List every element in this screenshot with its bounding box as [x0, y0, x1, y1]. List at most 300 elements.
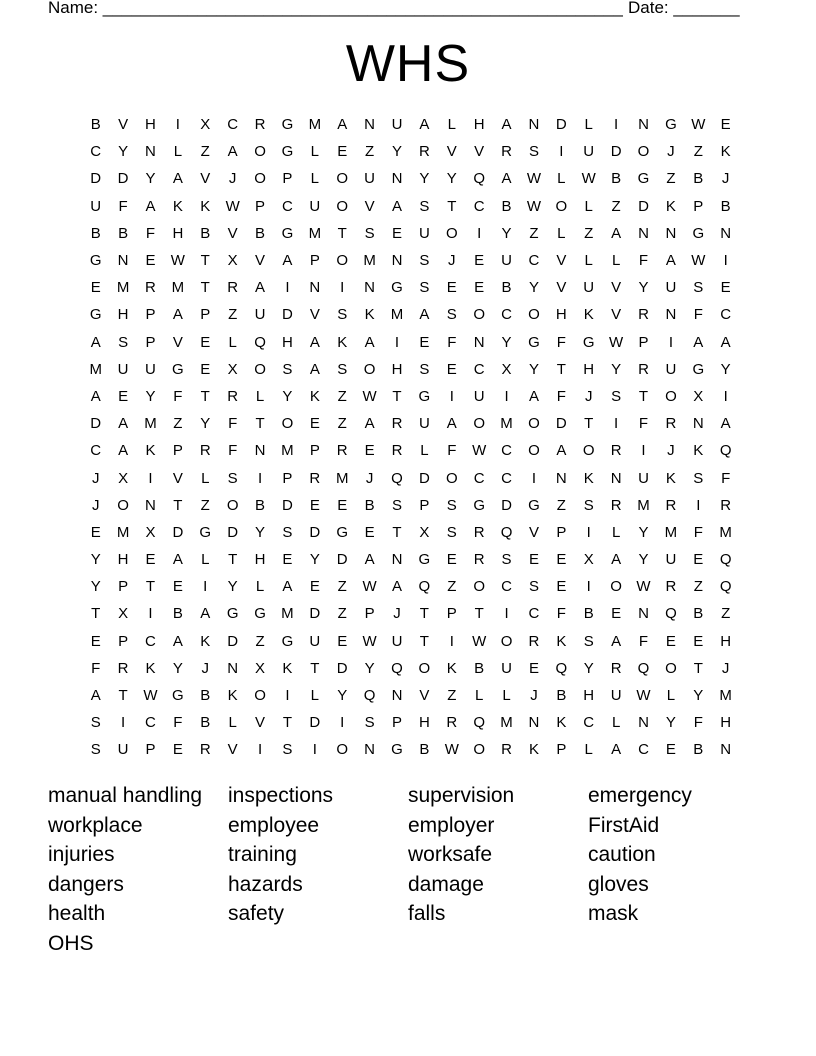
grid-letter[interactable]: V	[556, 252, 567, 270]
grid-letter[interactable]: S	[282, 741, 293, 759]
grid-letter[interactable]: F	[638, 415, 649, 433]
grid-letter[interactable]: L	[611, 252, 621, 270]
grid-letter[interactable]: V	[364, 197, 375, 215]
grid-letter[interactable]: F	[145, 224, 156, 242]
grid-letter[interactable]: G	[172, 360, 184, 378]
grid-letter[interactable]: W	[609, 333, 624, 351]
grid-letter[interactable]: V	[528, 523, 539, 541]
grid-letter[interactable]: I	[340, 714, 345, 732]
grid-letter[interactable]: I	[531, 469, 537, 487]
grid-letter[interactable]: R	[391, 442, 403, 460]
grid-letter[interactable]: B	[693, 605, 704, 623]
grid-letter[interactable]: U	[583, 143, 595, 161]
grid-letter[interactable]: Z	[447, 578, 457, 596]
name-field-label[interactable]: Name: _______________________________________________________	[48, 0, 623, 17]
grid-letter[interactable]: Z	[611, 197, 621, 215]
grid-letter[interactable]: D	[555, 415, 567, 433]
grid-letter[interactable]: U	[117, 360, 129, 378]
grid-letter[interactable]: P	[638, 333, 649, 351]
grid-letter[interactable]: O	[226, 496, 239, 514]
grid-letter[interactable]: O	[336, 170, 349, 188]
grid-letter[interactable]: T	[474, 605, 484, 623]
grid-letter[interactable]: F	[118, 197, 128, 215]
grid-letter[interactable]: N	[638, 116, 649, 134]
grid-letter[interactable]: W	[362, 632, 377, 650]
grid-letter[interactable]: U	[583, 279, 595, 297]
grid-letter[interactable]: Z	[228, 306, 238, 324]
grid-letter[interactable]: D	[501, 496, 512, 514]
grid-letter[interactable]: W	[526, 197, 542, 215]
grid-letter[interactable]: E	[364, 442, 375, 460]
grid-letter[interactable]: E	[665, 741, 676, 759]
grid-letter[interactable]: G	[582, 333, 595, 351]
grid-letter[interactable]: O	[281, 415, 294, 433]
grid-letter[interactable]: N	[391, 551, 403, 569]
grid-letter[interactable]: S	[391, 496, 402, 514]
grid-letter[interactable]: H	[555, 306, 567, 324]
grid-letter[interactable]: N	[692, 415, 704, 433]
grid-letter[interactable]: P	[446, 605, 457, 623]
grid-letter[interactable]: Q	[719, 578, 732, 596]
grid-letter[interactable]: B	[172, 605, 183, 623]
grid-letter[interactable]: Y	[638, 551, 649, 569]
grid-letter[interactable]: D	[418, 469, 430, 487]
grid-letter[interactable]: I	[696, 496, 701, 514]
grid-letter[interactable]: R	[501, 741, 512, 759]
grid-letter[interactable]: E	[474, 252, 485, 270]
grid-letter[interactable]: R	[665, 578, 677, 596]
grid-letter[interactable]: O	[528, 415, 540, 433]
grid-letter[interactable]: Z	[447, 687, 457, 705]
grid-letter[interactable]: A	[172, 170, 183, 188]
grid-letter[interactable]: B	[200, 224, 211, 242]
grid-letter[interactable]: Z	[200, 496, 210, 514]
grid-letter[interactable]: E	[446, 279, 457, 297]
grid-letter[interactable]: N	[610, 469, 622, 487]
grid-letter[interactable]: R	[199, 741, 211, 759]
grid-letter[interactable]: L	[228, 333, 237, 351]
grid-letter[interactable]: S	[501, 551, 512, 569]
grid-letter[interactable]: I	[285, 687, 290, 705]
grid-letter[interactable]: Z	[337, 605, 347, 623]
grid-letter[interactable]: Y	[145, 170, 156, 188]
grid-letter[interactable]: T	[282, 714, 293, 732]
grid-letter[interactable]: C	[90, 143, 102, 161]
grid-letter[interactable]: E	[90, 523, 101, 541]
grid-letter[interactable]: C	[282, 197, 293, 215]
grid-letter[interactable]: O	[473, 306, 485, 324]
grid-letter[interactable]: J	[448, 252, 456, 270]
grid-letter[interactable]: T	[419, 605, 429, 623]
grid-letter[interactable]: A	[528, 387, 539, 405]
grid-letter[interactable]: A	[611, 741, 622, 759]
grid-letter[interactable]: Q	[391, 659, 403, 677]
grid-letter[interactable]: T	[447, 197, 457, 215]
grid-letter[interactable]: S	[90, 741, 101, 759]
grid-letter[interactable]: F	[173, 714, 183, 732]
grid-letter[interactable]: N	[638, 714, 649, 732]
grid-letter[interactable]: E	[391, 224, 402, 242]
grid-letter[interactable]: Y	[282, 387, 293, 405]
grid-letter[interactable]: Y	[720, 360, 731, 378]
grid-letter[interactable]: C	[720, 306, 732, 324]
grid-letter[interactable]: E	[309, 415, 320, 433]
grid-letter[interactable]: Y	[118, 143, 129, 161]
grid-letter[interactable]: O	[473, 741, 485, 759]
grid-letter[interactable]: G	[281, 116, 294, 134]
grid-letter[interactable]: O	[637, 143, 650, 161]
grid-letter[interactable]: L	[502, 687, 511, 705]
grid-letter[interactable]: E	[282, 551, 293, 569]
grid-letter[interactable]: K	[665, 469, 676, 487]
grid-letter[interactable]: G	[528, 496, 540, 514]
grid-letter[interactable]: D	[282, 306, 293, 324]
grid-letter[interactable]: Y	[337, 687, 348, 705]
grid-letter[interactable]: O	[254, 360, 266, 378]
grid-letter[interactable]: V	[474, 143, 485, 161]
grid-letter[interactable]: I	[586, 523, 591, 541]
grid-letter[interactable]: U	[391, 632, 403, 650]
grid-letter[interactable]: O	[665, 387, 677, 405]
grid-letter[interactable]: N	[254, 442, 266, 460]
grid-letter[interactable]: A	[118, 415, 129, 433]
grid-letter[interactable]: L	[447, 116, 456, 134]
grid-letter[interactable]: W	[225, 197, 240, 215]
grid-letter[interactable]: P	[145, 333, 156, 351]
grid-letter[interactable]: I	[504, 387, 509, 405]
grid-letter[interactable]: N	[364, 116, 376, 134]
grid-letter[interactable]: R	[446, 714, 458, 732]
grid-letter[interactable]: G	[473, 496, 485, 514]
grid-letter[interactable]: P	[693, 197, 704, 215]
grid-letter[interactable]: C	[145, 714, 156, 732]
grid-letter[interactable]: I	[148, 605, 153, 623]
grid-letter[interactable]: R	[117, 659, 129, 677]
grid-letter[interactable]: C	[501, 442, 512, 460]
grid-letter[interactable]: Z	[584, 224, 594, 242]
grid-letter[interactable]: I	[477, 224, 482, 242]
grid-letter[interactable]: I	[559, 143, 564, 161]
grid-letter[interactable]: C	[473, 360, 485, 378]
grid-letter[interactable]: J	[91, 496, 100, 514]
grid-letter[interactable]: Y	[90, 551, 101, 569]
grid-letter[interactable]: L	[557, 170, 566, 188]
grid-letter[interactable]: R	[227, 279, 239, 297]
grid-letter[interactable]: Z	[255, 632, 265, 650]
grid-letter[interactable]: J	[365, 469, 374, 487]
grid-letter[interactable]: I	[394, 333, 400, 351]
grid-letter[interactable]: K	[446, 659, 457, 677]
grid-letter[interactable]: T	[693, 659, 703, 677]
grid-letter[interactable]: C	[528, 605, 540, 623]
grid-letter[interactable]: I	[257, 741, 263, 759]
grid-letter[interactable]: S	[90, 714, 101, 732]
grid-letter[interactable]: D	[610, 143, 622, 161]
grid-letter[interactable]: G	[281, 224, 294, 242]
grid-letter[interactable]: Q	[719, 442, 732, 460]
grid-letter[interactable]: I	[723, 387, 728, 405]
grid-letter[interactable]: J	[721, 659, 730, 677]
grid-letter[interactable]: V	[118, 116, 129, 134]
grid-letter[interactable]: Y	[501, 224, 512, 242]
grid-letter[interactable]: V	[227, 741, 238, 759]
grid-letter[interactable]: Z	[693, 143, 703, 161]
grid-letter[interactable]: R	[665, 415, 677, 433]
grid-letter[interactable]: X	[419, 523, 430, 541]
grid-letter[interactable]: Q	[418, 578, 431, 596]
grid-letter[interactable]: E	[693, 632, 704, 650]
grid-letter[interactable]: F	[556, 333, 566, 351]
grid-letter[interactable]: O	[363, 360, 376, 378]
grid-letter[interactable]: N	[665, 306, 677, 324]
grid-letter[interactable]: C	[583, 714, 595, 732]
grid-letter[interactable]: Y	[583, 659, 594, 677]
grid-letter[interactable]: S	[446, 523, 457, 541]
grid-letter[interactable]: V	[255, 714, 266, 732]
grid-letter[interactable]: D	[309, 605, 321, 623]
grid-letter[interactable]: K	[337, 333, 348, 351]
grid-letter[interactable]: A	[391, 578, 402, 596]
grid-letter[interactable]: U	[90, 197, 102, 215]
grid-letter[interactable]: D	[336, 659, 348, 677]
grid-letter[interactable]: S	[282, 360, 293, 378]
grid-letter[interactable]: W	[691, 252, 706, 270]
grid-letter[interactable]: Y	[693, 687, 704, 705]
grid-letter[interactable]: M	[390, 306, 404, 324]
grid-letter[interactable]: R	[418, 143, 430, 161]
grid-letter[interactable]: V	[419, 687, 430, 705]
grid-letter[interactable]: Y	[90, 578, 101, 596]
grid-letter[interactable]: S	[528, 578, 539, 596]
grid-letter[interactable]: H	[145, 116, 156, 134]
grid-letter[interactable]: W	[472, 632, 487, 650]
grid-letter[interactable]: E	[90, 279, 101, 297]
grid-letter[interactable]: K	[227, 687, 238, 705]
grid-letter[interactable]: I	[449, 632, 454, 650]
grid-letter[interactable]: R	[638, 306, 649, 324]
grid-letter[interactable]: B	[90, 224, 101, 242]
grid-letter[interactable]: B	[90, 116, 101, 134]
grid-letter[interactable]: E	[118, 387, 129, 405]
grid-letter[interactable]: M	[500, 714, 513, 732]
grid-letter[interactable]: S	[364, 224, 375, 242]
grid-letter[interactable]: Y	[391, 143, 402, 161]
grid-letter[interactable]: N	[391, 170, 403, 188]
grid-letter[interactable]: Z	[365, 143, 375, 161]
grid-letter[interactable]: G	[665, 116, 677, 134]
grid-letter[interactable]: U	[254, 306, 266, 324]
grid-letter[interactable]: M	[308, 224, 322, 242]
grid-letter[interactable]: Z	[556, 496, 566, 514]
grid-letter[interactable]: A	[145, 197, 156, 215]
grid-letter[interactable]: L	[557, 224, 566, 242]
grid-letter[interactable]: N	[117, 252, 129, 270]
grid-letter[interactable]: M	[719, 687, 732, 705]
grid-letter[interactable]: X	[583, 551, 594, 569]
grid-letter[interactable]: V	[172, 469, 183, 487]
grid-letter[interactable]: D	[638, 197, 649, 215]
grid-letter[interactable]: Y	[227, 578, 238, 596]
grid-letter[interactable]: C	[528, 252, 540, 270]
grid-letter[interactable]: C	[473, 469, 485, 487]
grid-letter[interactable]: A	[200, 605, 211, 623]
grid-letter[interactable]: G	[226, 605, 239, 623]
grid-letter[interactable]: J	[91, 469, 100, 487]
grid-letter[interactable]: A	[172, 306, 183, 324]
grid-letter[interactable]: B	[611, 170, 622, 188]
grid-letter[interactable]: P	[419, 496, 430, 514]
grid-letter[interactable]: U	[391, 116, 403, 134]
grid-letter[interactable]: K	[145, 659, 156, 677]
grid-letter[interactable]: B	[255, 224, 266, 242]
grid-letter[interactable]: A	[172, 632, 183, 650]
grid-letter[interactable]: K	[200, 197, 211, 215]
grid-letter[interactable]: S	[611, 387, 622, 405]
grid-letter[interactable]: I	[257, 469, 263, 487]
grid-letter[interactable]: A	[282, 578, 293, 596]
grid-letter[interactable]: B	[474, 659, 485, 677]
grid-letter[interactable]: A	[556, 442, 567, 460]
grid-letter[interactable]: G	[692, 360, 705, 378]
grid-letter[interactable]: X	[118, 605, 129, 623]
grid-letter[interactable]: L	[310, 143, 319, 161]
grid-letter[interactable]: G	[281, 632, 294, 650]
grid-letter[interactable]: O	[254, 143, 266, 161]
grid-letter[interactable]: R	[501, 143, 512, 161]
grid-letter[interactable]: O	[445, 224, 458, 242]
grid-letter[interactable]: W	[636, 578, 651, 596]
grid-letter[interactable]: O	[254, 687, 266, 705]
grid-letter[interactable]: F	[638, 252, 649, 270]
grid-letter[interactable]: I	[312, 741, 317, 759]
grid-letter[interactable]: F	[638, 632, 649, 650]
grid-letter[interactable]: E	[337, 632, 348, 650]
grid-letter[interactable]: A	[309, 360, 320, 378]
grid-letter[interactable]: H	[720, 632, 732, 650]
grid-letter[interactable]: F	[556, 605, 566, 623]
grid-letter[interactable]: Q	[500, 523, 513, 541]
grid-letter[interactable]: D	[336, 551, 348, 569]
grid-letter[interactable]: D	[555, 116, 567, 134]
grid-letter[interactable]: E	[720, 116, 731, 134]
grid-letter[interactable]: O	[500, 632, 513, 650]
grid-letter[interactable]: T	[392, 523, 402, 541]
grid-letter[interactable]: G	[692, 224, 705, 242]
grid-letter[interactable]: I	[504, 605, 509, 623]
grid-letter[interactable]: Y	[419, 170, 430, 188]
grid-letter[interactable]: U	[610, 687, 622, 705]
grid-letter[interactable]: P	[556, 741, 567, 759]
grid-letter[interactable]: Y	[200, 415, 211, 433]
grid-letter[interactable]: C	[227, 116, 239, 134]
grid-letter[interactable]: M	[116, 523, 130, 541]
grid-letter[interactable]: B	[556, 687, 567, 705]
grid-letter[interactable]: L	[201, 469, 210, 487]
grid-letter[interactable]: B	[200, 714, 211, 732]
grid-letter[interactable]: H	[391, 360, 403, 378]
grid-letter[interactable]: E	[337, 496, 348, 514]
grid-letter[interactable]: L	[201, 551, 210, 569]
grid-letter[interactable]: G	[418, 387, 431, 405]
grid-letter[interactable]: T	[392, 387, 402, 405]
grid-letter[interactable]: X	[118, 469, 129, 487]
grid-letter[interactable]: H	[720, 714, 732, 732]
grid-letter[interactable]: U	[418, 415, 430, 433]
grid-letter[interactable]: W	[362, 578, 377, 596]
grid-letter[interactable]: T	[145, 578, 156, 596]
grid-letter[interactable]: Q	[637, 659, 650, 677]
grid-letter[interactable]: B	[720, 197, 731, 215]
grid-letter[interactable]: A	[611, 632, 622, 650]
grid-letter[interactable]: A	[720, 415, 731, 433]
grid-letter[interactable]: G	[254, 605, 266, 623]
grid-letter[interactable]: R	[391, 415, 403, 433]
grid-letter[interactable]: J	[584, 387, 593, 405]
grid-letter[interactable]: E	[364, 523, 375, 541]
grid-letter[interactable]: I	[285, 279, 290, 297]
grid-letter[interactable]: E	[720, 279, 731, 297]
grid-letter[interactable]: K	[364, 306, 375, 324]
grid-letter[interactable]: H	[117, 551, 129, 569]
grid-letter[interactable]: K	[583, 469, 594, 487]
grid-letter[interactable]: Z	[337, 578, 347, 596]
grid-letter[interactable]: W	[444, 741, 459, 759]
grid-letter[interactable]: J	[393, 605, 401, 623]
grid-letter[interactable]: O	[473, 578, 485, 596]
grid-letter[interactable]: R	[665, 496, 677, 514]
grid-letter[interactable]: P	[145, 741, 156, 759]
grid-letter[interactable]: A	[446, 415, 457, 433]
grid-letter[interactable]: Y	[611, 360, 622, 378]
grid-letter[interactable]: I	[203, 578, 208, 596]
grid-letter[interactable]: T	[173, 496, 183, 514]
grid-letter[interactable]: I	[668, 333, 673, 351]
grid-letter[interactable]: N	[528, 116, 540, 134]
grid-letter[interactable]: R	[227, 387, 239, 405]
grid-letter[interactable]: H	[418, 714, 430, 732]
grid-letter[interactable]: N	[638, 605, 649, 623]
grid-letter[interactable]: D	[309, 714, 321, 732]
grid-letter[interactable]: N	[720, 224, 732, 242]
grid-letter[interactable]: T	[255, 415, 265, 433]
grid-letter[interactable]: S	[419, 197, 430, 215]
grid-letter[interactable]: R	[473, 551, 485, 569]
grid-letter[interactable]: G	[89, 252, 102, 270]
grid-letter[interactable]: F	[447, 442, 457, 460]
grid-letter[interactable]: N	[665, 224, 677, 242]
grid-letter[interactable]: Z	[337, 415, 347, 433]
grid-letter[interactable]: K	[145, 442, 156, 460]
grid-letter[interactable]: I	[641, 442, 646, 460]
grid-letter[interactable]: E	[200, 360, 211, 378]
grid-letter[interactable]: J	[721, 170, 730, 188]
grid-letter[interactable]: N	[638, 224, 649, 242]
grid-letter[interactable]: M	[363, 252, 376, 270]
grid-letter[interactable]: L	[611, 714, 621, 732]
grid-letter[interactable]: Q	[254, 333, 266, 351]
grid-letter[interactable]: Y	[665, 714, 676, 732]
grid-letter[interactable]: V	[556, 279, 567, 297]
grid-letter[interactable]: L	[310, 687, 319, 705]
grid-letter[interactable]: K	[282, 659, 293, 677]
grid-letter[interactable]: Y	[501, 333, 512, 351]
grid-letter[interactable]: B	[419, 741, 430, 759]
grid-letter[interactable]: A	[611, 224, 622, 242]
grid-letter[interactable]: T	[337, 224, 347, 242]
grid-letter[interactable]: L	[228, 714, 237, 732]
grid-letter[interactable]: L	[611, 523, 621, 541]
grid-letter[interactable]: A	[172, 551, 183, 569]
